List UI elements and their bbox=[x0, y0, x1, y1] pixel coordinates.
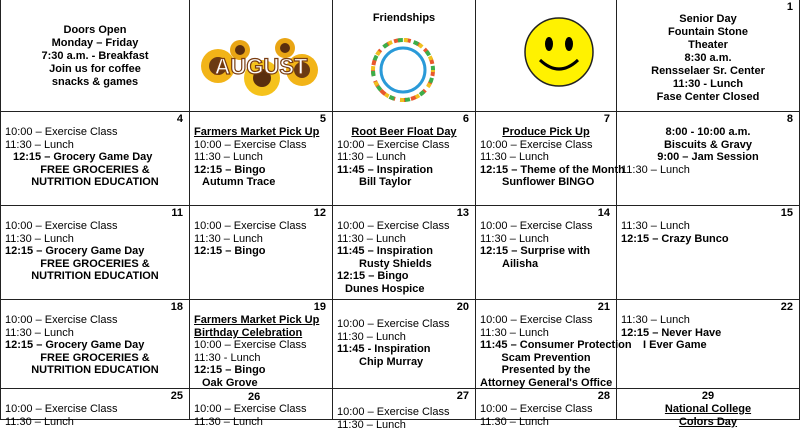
day-cell-14 bbox=[476, 206, 617, 300]
event-line: 10:00 – Exercise Class bbox=[480, 220, 593, 232]
friendships-title: Friendships bbox=[372, 12, 436, 24]
smiley-face-icon bbox=[476, 0, 617, 111]
event-line: 11:30 - Lunch bbox=[194, 351, 261, 364]
date-number: 11 bbox=[171, 207, 183, 219]
day-cell-15 bbox=[617, 206, 800, 300]
event-line: 11:45 – Inspiration bbox=[337, 245, 433, 258]
event-list bbox=[621, 314, 795, 352]
event-line: 10:00 – Exercise Class bbox=[194, 220, 307, 232]
event-line: 10:00 – Exercise Class bbox=[337, 220, 450, 232]
event-line: 10:00 – Exercise Class bbox=[337, 406, 450, 418]
event-list bbox=[480, 220, 612, 270]
event-line: 10:00 – Exercise Class bbox=[337, 318, 450, 330]
event-line: 10:00 – Exercise Class bbox=[194, 138, 307, 151]
day-cell-18 bbox=[0, 300, 190, 389]
event-line: 11:30 – Lunch bbox=[194, 232, 263, 245]
date-number: 13 bbox=[456, 207, 469, 219]
doors-line: 7:30 a.m. - Breakfast bbox=[41, 50, 149, 62]
date-number: 1 bbox=[786, 1, 793, 13]
day-cell-28 bbox=[476, 389, 617, 428]
event-line: 12:15 – Bingo bbox=[194, 245, 266, 258]
event-line: 11:30 – Lunch bbox=[621, 220, 690, 232]
date-number: 25 bbox=[170, 390, 183, 402]
smiley-cell bbox=[476, 0, 617, 112]
event-line: 11:30 – Lunch bbox=[337, 418, 406, 431]
event-line: 11:30 – Lunch bbox=[337, 232, 406, 245]
event-line: Sunflower BINGO bbox=[502, 176, 595, 189]
doors-line: Monday – Friday bbox=[51, 37, 139, 49]
event-line: 11:30 – Lunch bbox=[5, 138, 74, 151]
event-list bbox=[194, 126, 328, 189]
event-line: 9:00 – Jam Session bbox=[657, 151, 759, 164]
event-line: 11:30 – Lunch bbox=[194, 151, 263, 164]
event-line: Birthday Celebration bbox=[194, 326, 303, 339]
event-line: NUTRITION EDUCATION bbox=[31, 364, 159, 377]
event-line: FREE GROCERIES & bbox=[40, 257, 150, 270]
event-line: 8:00 - 10:00 a.m. bbox=[665, 126, 751, 138]
event-line: 12:15 – Surprise with bbox=[480, 245, 591, 258]
day-cell-11 bbox=[0, 206, 190, 300]
event-line: Rensselaer Sr. Center bbox=[651, 65, 765, 77]
event-line: Biscuits & Gravy bbox=[663, 138, 753, 151]
event-line: Fase Center Closed bbox=[656, 91, 760, 103]
doors-open-text bbox=[1, 24, 189, 89]
event-line: 11:30 - Lunch bbox=[672, 78, 744, 90]
event-list bbox=[5, 126, 185, 189]
event-line: Fountain Stone bbox=[667, 26, 749, 38]
event-line: Produce Pick Up bbox=[502, 126, 590, 138]
event-line: 10:00 – Exercise Class bbox=[194, 403, 307, 415]
event-line: 10:00 – Exercise Class bbox=[480, 403, 593, 415]
day-cell-19 bbox=[190, 300, 333, 389]
event-line: 11:30 – Lunch bbox=[5, 232, 74, 245]
event-line: 11:30 – Lunch bbox=[480, 326, 549, 339]
event-line: 10:00 – Exercise Class bbox=[480, 138, 593, 151]
event-line: 12:15 – Bingo bbox=[337, 270, 409, 283]
senior-day-text bbox=[617, 13, 799, 104]
event-line: 10:00 – Exercise Class bbox=[480, 314, 593, 326]
event-line: Rusty Shields bbox=[359, 257, 432, 270]
event-line: 10:00 – Exercise Class bbox=[337, 138, 450, 151]
event-line: 11:30 – Lunch bbox=[5, 326, 74, 339]
event-line: Oak Grove bbox=[202, 376, 258, 389]
date-number: 8 bbox=[786, 113, 793, 125]
event-line: 10:00 – Exercise Class bbox=[5, 220, 118, 232]
event-list bbox=[194, 220, 328, 258]
event-line: 11:45 - Inspiration bbox=[337, 343, 431, 356]
day-cell-29 bbox=[617, 389, 800, 428]
day-cell-12 bbox=[190, 206, 333, 300]
august-art-cell bbox=[190, 0, 333, 112]
event-line: 11:30 – Lunch bbox=[480, 232, 549, 245]
event-list bbox=[5, 314, 185, 377]
event-line: Senior Day bbox=[679, 13, 737, 25]
event-list bbox=[337, 318, 471, 368]
event-line: Ailisha bbox=[502, 257, 539, 270]
date-number: 4 bbox=[176, 113, 183, 125]
day-cell-5 bbox=[190, 112, 333, 206]
event-line: NUTRITION EDUCATION bbox=[31, 176, 159, 189]
event-list bbox=[621, 403, 795, 428]
day-cell-25 bbox=[0, 389, 190, 428]
event-line: Autumn Trace bbox=[202, 176, 276, 189]
day-cell-7 bbox=[476, 112, 625, 206]
event-line: 11:30 – Lunch bbox=[337, 151, 406, 164]
event-line: 12:15 – Bingo bbox=[194, 163, 266, 176]
date-number: 21 bbox=[597, 301, 610, 313]
friendships-cell bbox=[333, 0, 476, 112]
day-cell-21 bbox=[476, 300, 632, 389]
day-cell-6 bbox=[333, 112, 476, 206]
event-line: Theater bbox=[688, 39, 728, 51]
event-line: 10:00 – Exercise Class bbox=[5, 126, 118, 138]
day-cell-27 bbox=[333, 389, 476, 431]
day-cell-20 bbox=[333, 300, 476, 389]
day-cell-22 bbox=[617, 300, 800, 389]
event-list bbox=[337, 406, 471, 431]
event-line: Chip Murray bbox=[359, 355, 424, 368]
event-line: Scam Prevention bbox=[501, 351, 591, 364]
date-number: 27 bbox=[456, 390, 469, 402]
event-line: 12:15 – Theme of the Month bbox=[480, 163, 625, 176]
event-line: 11:30 – Lunch bbox=[337, 330, 406, 343]
doors-line: Doors Open bbox=[63, 24, 127, 36]
event-line: 11:30 – Lunch bbox=[480, 151, 549, 164]
event-line: 11:30 – Lunch bbox=[621, 163, 690, 176]
event-list bbox=[337, 220, 471, 296]
event-line: Farmers Market Pick Up bbox=[194, 314, 320, 326]
event-list bbox=[5, 220, 185, 283]
event-list bbox=[194, 403, 328, 428]
event-line: 10:00 – Exercise Class bbox=[194, 339, 307, 352]
event-list bbox=[5, 403, 185, 428]
doors-open-cell bbox=[0, 0, 190, 112]
day-cell-1 bbox=[617, 0, 800, 112]
date-number: 19 bbox=[313, 301, 326, 313]
event-line: FREE GROCERIES & bbox=[40, 351, 150, 364]
date-number: 26 bbox=[248, 391, 261, 403]
date-number: 6 bbox=[462, 113, 469, 125]
event-line: 12:15 – Bingo bbox=[194, 364, 266, 377]
date-number: 12 bbox=[313, 207, 326, 219]
event-line: 12:15 – Never Have bbox=[621, 326, 722, 339]
date-number: 20 bbox=[456, 301, 469, 313]
event-line: 11:45 – Inspiration bbox=[337, 163, 433, 176]
event-line: 10:00 – Exercise Class bbox=[5, 314, 118, 326]
event-line: 12:15 – Grocery Game Day bbox=[5, 339, 145, 352]
day-cell-13 bbox=[333, 206, 476, 300]
event-list bbox=[480, 403, 612, 428]
event-line: Attorney General's Office bbox=[480, 376, 613, 389]
august-word: AUGUST bbox=[214, 54, 308, 79]
date-number: 29 bbox=[701, 390, 715, 402]
event-line: Colors Day bbox=[678, 415, 738, 428]
event-list bbox=[480, 126, 625, 189]
date-number: 5 bbox=[319, 113, 326, 125]
event-line: 12:15 – Crazy Bunco bbox=[621, 232, 729, 245]
date-number: 18 bbox=[170, 301, 183, 313]
event-line: FREE GROCERIES & bbox=[40, 163, 150, 176]
event-line: 11:45 – Consumer Protection bbox=[480, 339, 632, 352]
date-number: 22 bbox=[780, 301, 793, 313]
event-list bbox=[337, 126, 471, 189]
event-line: 12:15 – Grocery Game Day bbox=[5, 245, 145, 258]
event-list bbox=[621, 126, 795, 176]
day-cell-4 bbox=[0, 112, 190, 206]
event-line: 11:30 – Lunch bbox=[621, 314, 690, 326]
event-line: I Ever Game bbox=[643, 339, 707, 352]
doors-line: Join us for coffee bbox=[49, 63, 141, 75]
sunflower-august-image bbox=[190, 0, 332, 111]
day-cell-26 bbox=[190, 389, 333, 428]
event-list bbox=[480, 314, 632, 390]
event-list bbox=[621, 220, 795, 245]
day-cell-8 bbox=[617, 112, 800, 206]
date-number: 7 bbox=[603, 113, 610, 125]
date-number: 15 bbox=[780, 207, 793, 219]
event-line: Bill Taylor bbox=[359, 176, 412, 189]
event-line: 10:00 – Exercise Class bbox=[5, 403, 118, 415]
event-line: Root Beer Float Day bbox=[351, 126, 457, 138]
event-line: National College bbox=[664, 403, 752, 415]
event-line: NUTRITION EDUCATION bbox=[31, 270, 159, 283]
doors-line: snacks & games bbox=[51, 76, 139, 88]
date-number: 28 bbox=[597, 390, 610, 402]
event-line: Farmers Market Pick Up bbox=[194, 126, 320, 138]
event-line: 12:15 – Grocery Game Day bbox=[13, 151, 153, 164]
event-line: 11:30 – Lunch bbox=[5, 415, 74, 428]
event-line: 11:30 – Lunch bbox=[194, 415, 263, 428]
event-line: 8:30 a.m. bbox=[684, 52, 732, 64]
date-number: 14 bbox=[597, 207, 610, 219]
event-line: Presented by the bbox=[501, 364, 591, 377]
event-line: 11:30 – Lunch bbox=[480, 415, 549, 428]
event-line: Dunes Hospice bbox=[345, 282, 425, 295]
event-list bbox=[194, 314, 328, 390]
